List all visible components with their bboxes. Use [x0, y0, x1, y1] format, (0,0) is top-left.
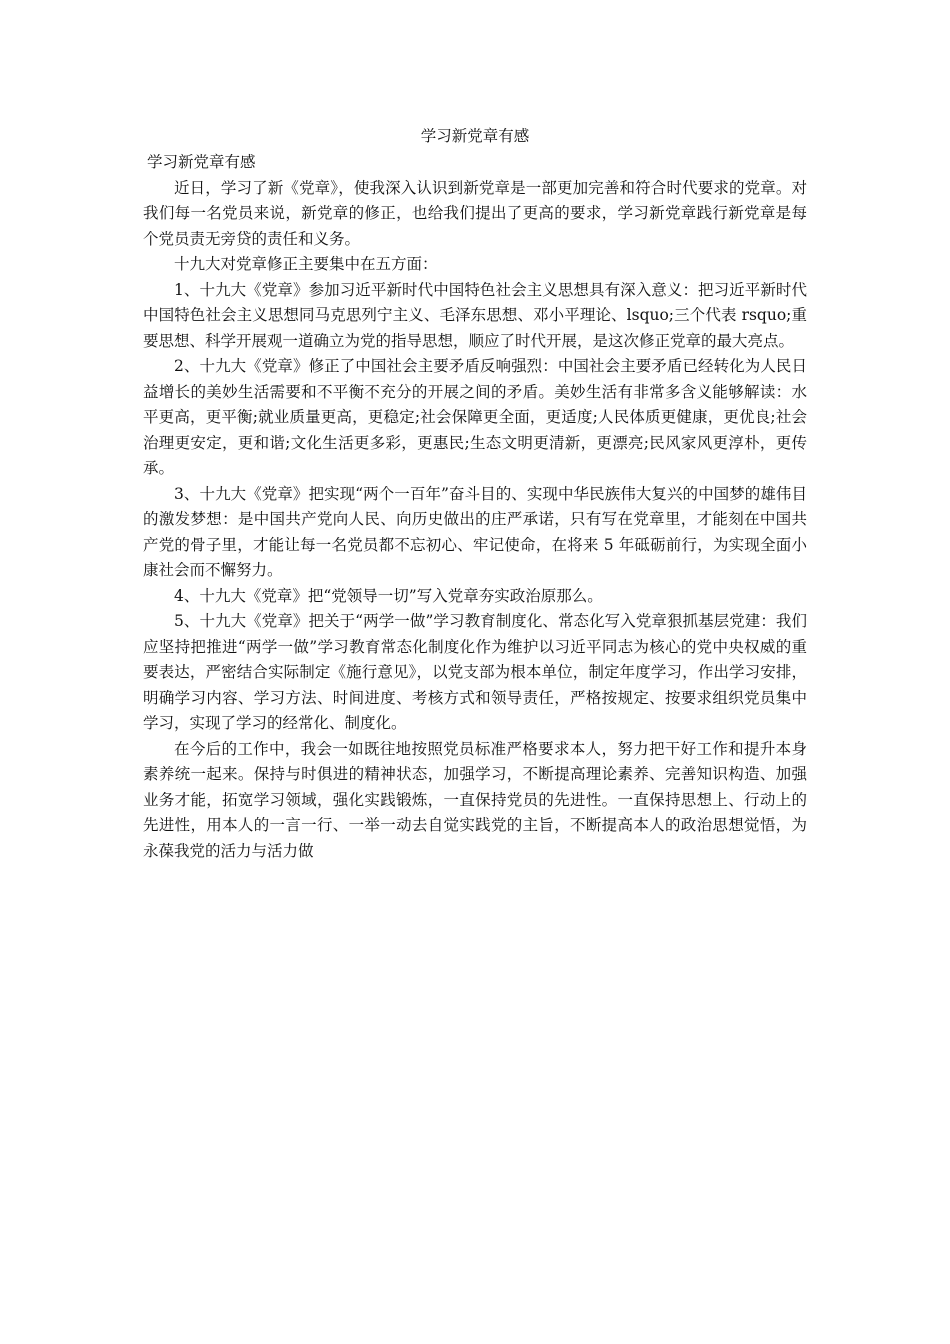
paragraph-intro: 近日，学习了新《党章》，使我深入认识到新党章是一部更加完善和符合时代要求的党章。对我们每一名党员来说，新党章的修正，也给我们提出了更高的要求，学习新党章践行新党章是每个党员责无旁贷的责任和义务。 [143, 178, 807, 248]
paragraph-point-4: 4、十九大《党章》把“党领导一切”写入党章夯实政治原那么。 [174, 586, 603, 605]
page-title: 学习新党章有感 [420, 127, 530, 145]
paragraph-conclusion: 在今后的工作中，我会一如既往地按照党员标准严格要求本人，努力把干好工作和提升本身素养统一起来。保持与时俱进的精神状态，加强学习，不断提高理论素养、完善知识构造、加强业务才能，拓宽学习领域，强化实践锻炼，一直保持党员的先进性。一直保持思想上、行动上的先进性，用本人的一言一行、一举一动去自觉实践党的主旨，不断提高本人的政治思想觉悟，为永葆我党的活力与活力做 [143, 739, 807, 860]
document-body [143, 124, 807, 864]
paragraph-point-5: 5、十九大《党章》把关于“两学一做”学习教育制度化、常态化写入党章狠抓基层党建：我们应坚持把推进“两学一做”学习教育常态化制度化作为维护以习近平同志为核心的党中央权威的重要表达，严密结合实际制定《施行意见》，以党支部为根本单位，制定年度学习，作出学习安排，明确学习内容、学习方法、时间进度、考核方式和领导责任，严格按规定、按要求组织党员集中学习，实现了学习的经常化、制度化。 [143, 612, 807, 732]
document-subtitle: 学习新党章有感 [147, 153, 256, 171]
paragraph-point-2: 2、十九大《党章》修正了中国社会主要矛盾反响强烈：中国社会主要矛盾已经转化为人民日益增长的美妙生活需要和不平衡不充分的开展之间的矛盾。美妙生活有非常多含义能够解读：水平更高，更平衡;就业质量更高，更稳定;社会保障更全面，更适度;人民体质更健康，更优良;社会治理更安定，更和谐;文化生活更多彩，更惠民;生态文明更清新，更漂亮;民风家风更淳朴，更传承。 [143, 357, 807, 477]
paragraph-point-1: 1、十九大《党章》参加习近平新时代中国特色社会主义思想具有深入意义：把习近平新时代中国特色社会主义思想同马克思列宁主义、毛泽东思想、邓小平理论、lsquo;三个代表 rsquo;重要思想、科学开展观一道确立为党的指导思想，顺应了时代开展，是这次修正党章的最大亮点。 [143, 280, 807, 350]
paragraph-point-3: 3、十九大《党章》把实现“两个一百年”奋斗目的、实现中华民族伟大复兴的中国梦的雄伟目的激发梦想：是中国共产党向人民、向历史做出的庄严承诺，只有写在党章里，才能刻在中国共产党的骨子里，才能让每一名党员都不忘初心、牢记使命，在将来 5 年砥砺前行，为实现全面小康社会而不懈努力。 [143, 484, 807, 579]
paragraph-summary: 十九大对党章修正主要集中在五方面： [174, 255, 438, 273]
